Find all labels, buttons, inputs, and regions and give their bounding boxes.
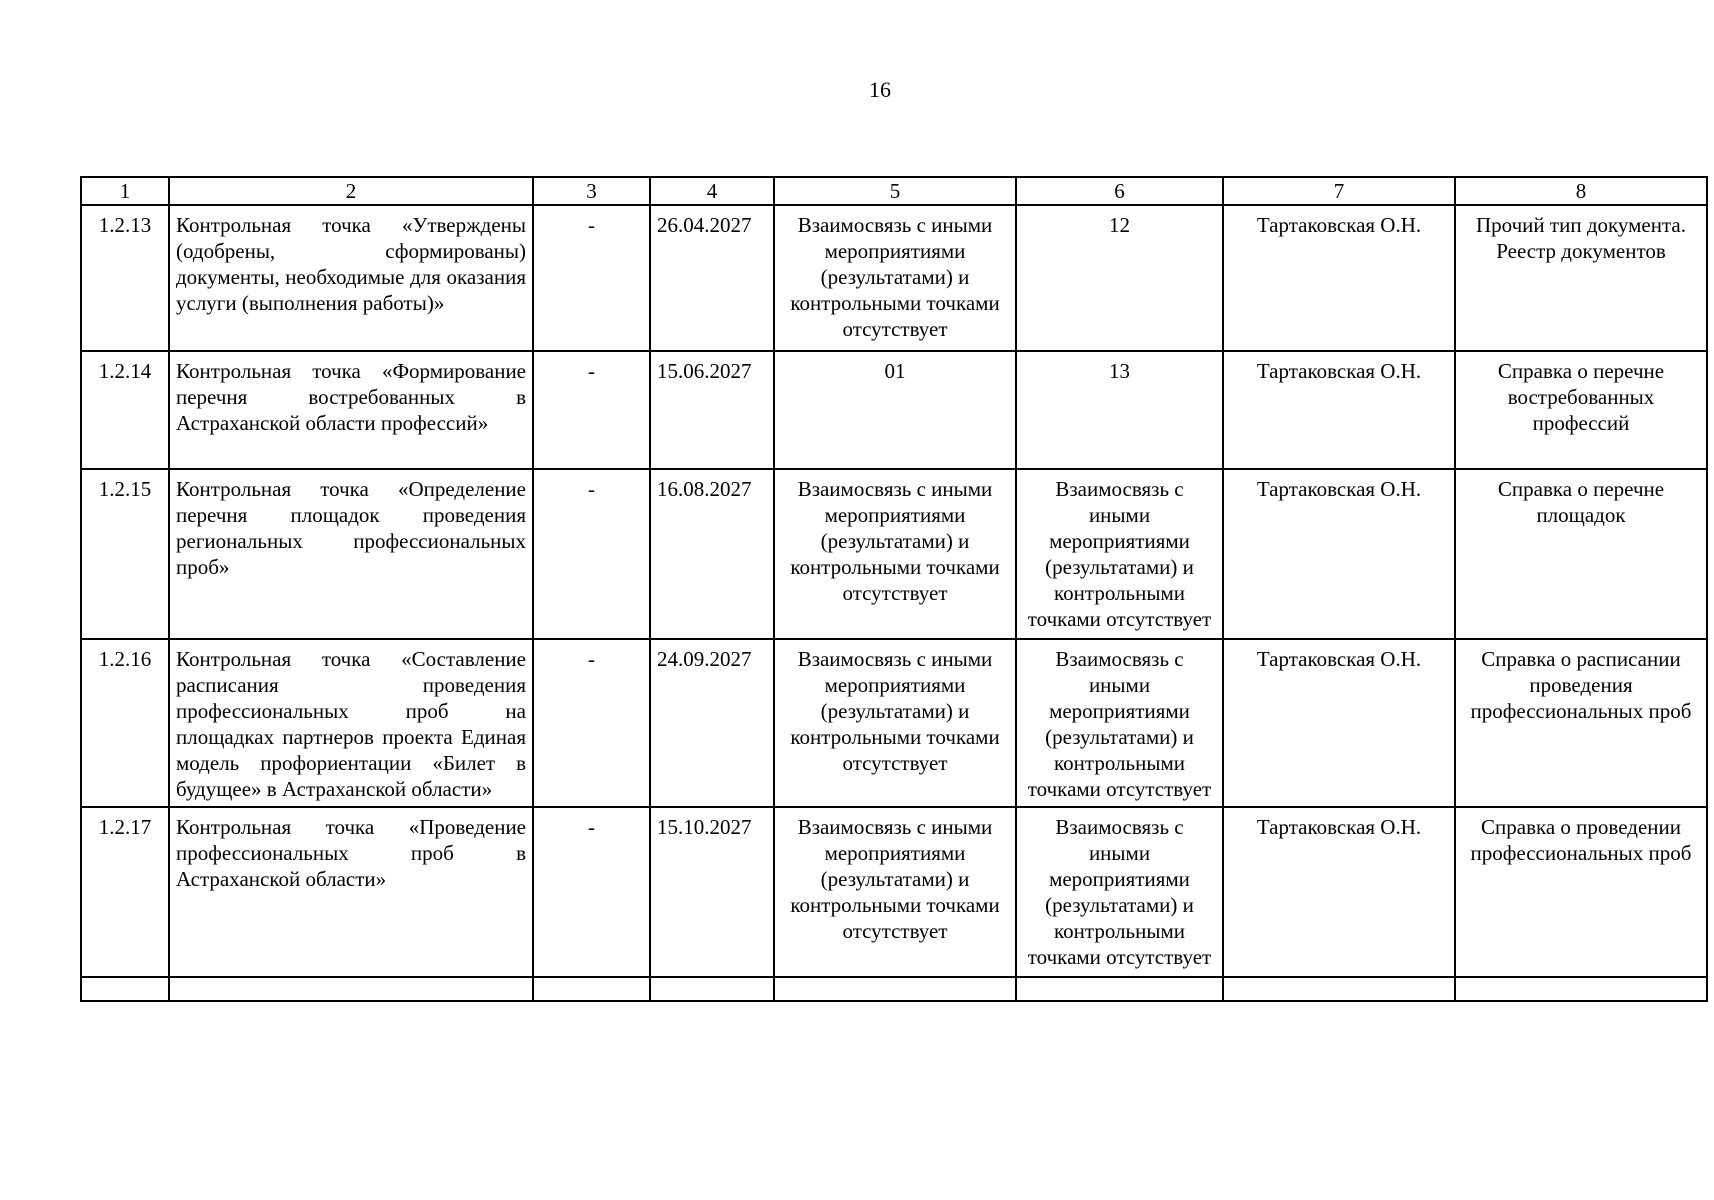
- empty-cell: [650, 977, 774, 1001]
- header-cell: 2: [169, 177, 533, 205]
- due-date: 16.08.2027: [650, 469, 774, 639]
- column-5-value: 01: [774, 351, 1016, 469]
- control-point-name: Контрольная точка «Утверждены (одобрены, сформированы) документы, необходимые для оказания услуги (выполнения работы)»: [169, 205, 533, 351]
- due-date: 26.04.2027: [650, 205, 774, 351]
- row-number: 1.2.17: [81, 807, 169, 977]
- control-point-name: Контрольная точка «Определение перечня площадок проведения региональных профессиональных проб»: [169, 469, 533, 639]
- responsible-person: Тартаковская О.Н.: [1223, 205, 1455, 351]
- due-date: 15.06.2027: [650, 351, 774, 469]
- column-5-value: Взаимосвязь с иными мероприятиями (результатами) и контрольными точками отсутствует: [774, 205, 1016, 351]
- control-point-name: Контрольная точка «Составление расписания проведения профессиональных проб на площадках партнеров проекта Единая модель профориентации «Билет в будущее» в Астраханской области»: [169, 639, 533, 807]
- column-3-value: -: [533, 351, 650, 469]
- column-3-value: -: [533, 469, 650, 639]
- empty-cell: [81, 977, 169, 1001]
- column-6-value: Взаимосвязь с иными мероприятиями (результатами) и контрольными точками отсутствует: [1016, 469, 1223, 639]
- table-row: [81, 807, 1707, 977]
- column-3-value: -: [533, 807, 650, 977]
- responsible-person: Тартаковская О.Н.: [1223, 469, 1455, 639]
- header-cell: 4: [650, 177, 774, 205]
- header-cell: 3: [533, 177, 650, 205]
- row-number: 1.2.13: [81, 205, 169, 351]
- table-row: [81, 469, 1707, 639]
- column-6-value: Взаимосвязь с иными мероприятиями (результатами) и контрольными точками отсутствует: [1016, 639, 1223, 807]
- empty-cell: [1223, 977, 1455, 1001]
- header-cell: 8: [1455, 177, 1707, 205]
- column-5-value: Взаимосвязь с иными мероприятиями (результатами) и контрольными точками отсутствует: [774, 807, 1016, 977]
- document-type: Справка о расписании проведения профессиональных проб: [1455, 639, 1707, 807]
- control-point-name: Контрольная точка «Проведение профессиональных проб в Астраханской области»: [169, 807, 533, 977]
- page-number: 16: [869, 77, 891, 102]
- document-type: Справка о перечне востребованных профессий: [1455, 351, 1707, 469]
- header-cell: 5: [774, 177, 1016, 205]
- document-type: Справка о перечне площадок: [1455, 469, 1707, 639]
- empty-table-row: [81, 977, 1707, 1001]
- table-row: [81, 639, 1707, 807]
- header-row: [81, 177, 1707, 205]
- control-points-table: [80, 176, 1708, 1002]
- header-cell: 6: [1016, 177, 1223, 205]
- due-date: 15.10.2027: [650, 807, 774, 977]
- table-row: [81, 205, 1707, 351]
- responsible-person: Тартаковская О.Н.: [1223, 807, 1455, 977]
- header-cell: 1: [81, 177, 169, 205]
- row-number: 1.2.14: [81, 351, 169, 469]
- responsible-person: Тартаковская О.Н.: [1223, 351, 1455, 469]
- column-6-value: Взаимосвязь с иными мероприятиями (результатами) и контрольными точками отсутствует: [1016, 807, 1223, 977]
- responsible-person: Тартаковская О.Н.: [1223, 639, 1455, 807]
- document-type: Справка о проведении профессиональных проб: [1455, 807, 1707, 977]
- empty-cell: [774, 977, 1016, 1001]
- column-6-value: 13: [1016, 351, 1223, 469]
- row-number: 1.2.16: [81, 639, 169, 807]
- table-row: [81, 351, 1707, 469]
- column-3-value: -: [533, 205, 650, 351]
- column-6-value: 12: [1016, 205, 1223, 351]
- empty-cell: [169, 977, 533, 1001]
- empty-cell: [1455, 977, 1707, 1001]
- header-cell: 7: [1223, 177, 1455, 205]
- control-point-name: Контрольная точка «Формирование перечня востребованных в Астраханской области профессий»: [169, 351, 533, 469]
- empty-cell: [1016, 977, 1223, 1001]
- empty-cell: [533, 977, 650, 1001]
- column-3-value: -: [533, 639, 650, 807]
- column-5-value: Взаимосвязь с иными мероприятиями (результатами) и контрольными точками отсутствует: [774, 639, 1016, 807]
- due-date: 24.09.2027: [650, 639, 774, 807]
- document-type: Прочий тип документа. Реестр документов: [1455, 205, 1707, 351]
- column-5-value: Взаимосвязь с иными мероприятиями (результатами) и контрольными точками отсутствует: [774, 469, 1016, 639]
- row-number: 1.2.15: [81, 469, 169, 639]
